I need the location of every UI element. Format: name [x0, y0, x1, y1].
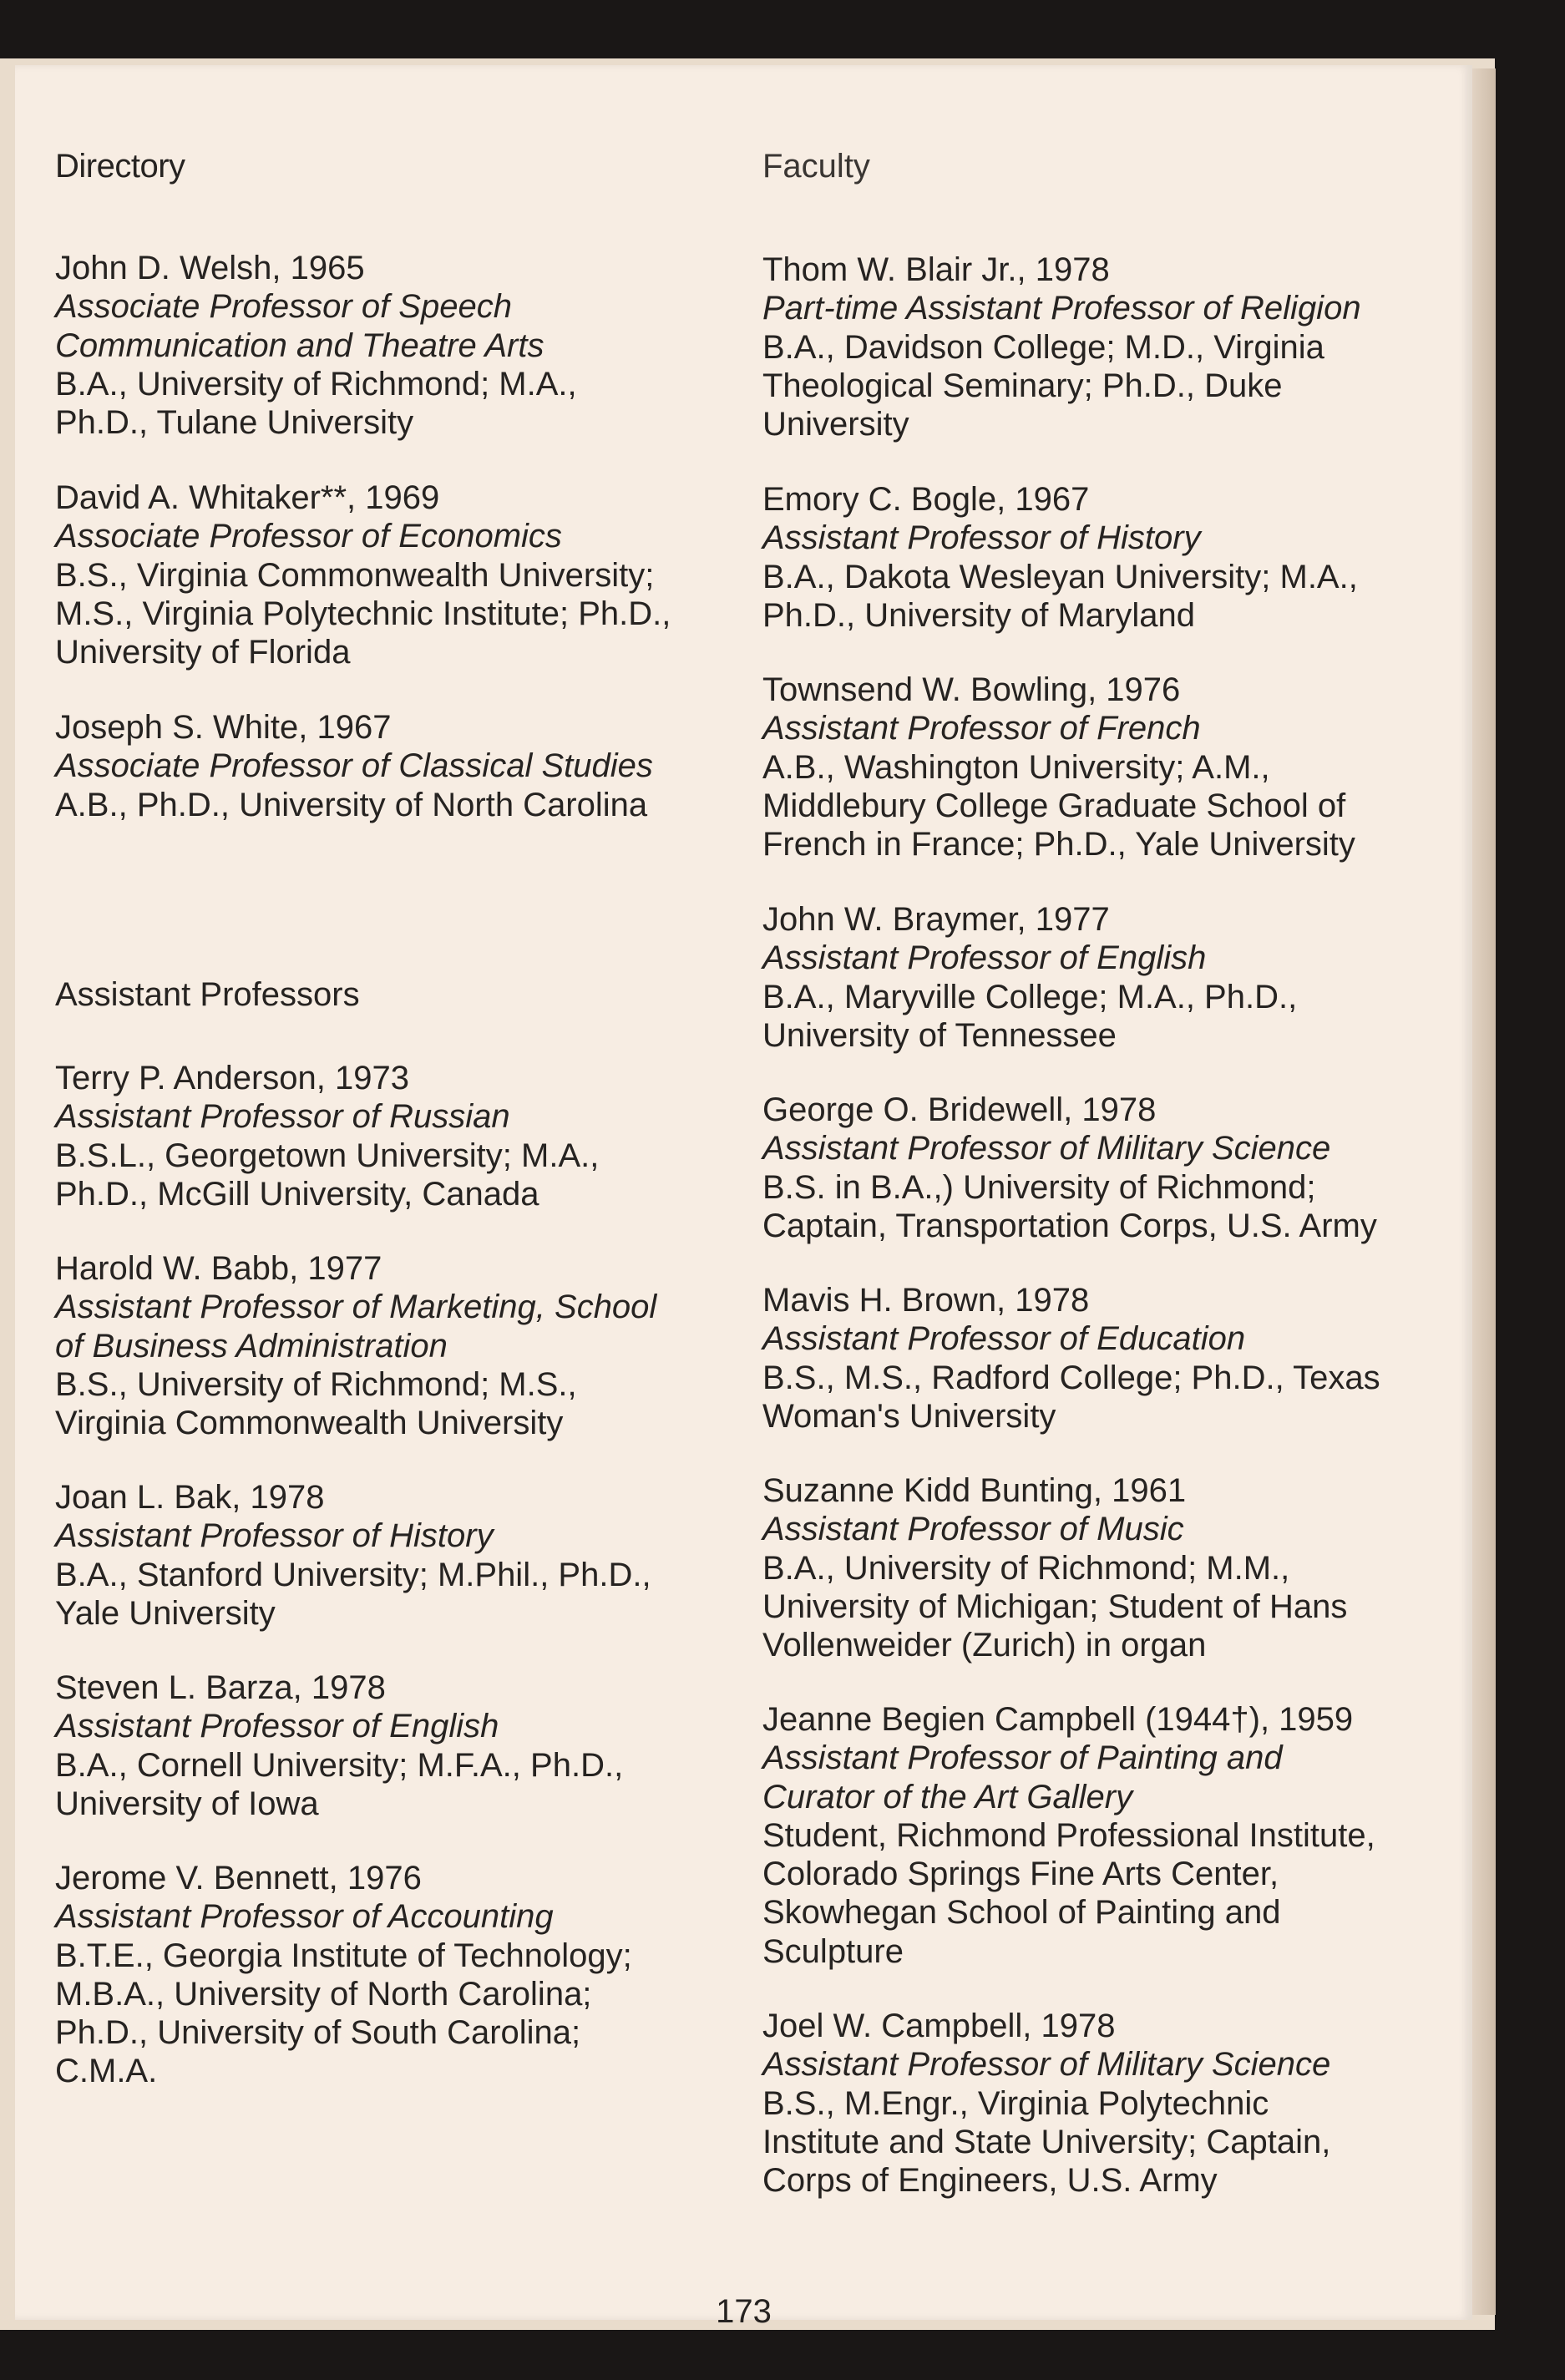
faculty-title: Assistant Professor of History — [55, 1517, 494, 1555]
faculty-name: Joel W. Campbell, 1978 — [762, 2008, 1116, 2044]
faculty-degrees: B.A., Dakota Wesleyan University; M.A., — [762, 558, 1358, 595]
faculty-degrees: Woman's University — [762, 1397, 1056, 1435]
faculty-entry — [762, 1091, 1377, 1245]
page-number: 173 — [716, 2293, 772, 2330]
faculty-degrees: Sculpture — [762, 1932, 904, 1970]
faculty-name: John W. Braymer, 1977 — [762, 901, 1110, 938]
faculty-degrees: B.S., University of Richmond; M.S., — [55, 1365, 577, 1403]
faculty-degrees: University of Michigan; Student of Hans — [762, 1588, 1348, 1625]
faculty-entry — [762, 1700, 1375, 1971]
running-header-left: Directory — [55, 148, 185, 185]
faculty-degrees: University of Iowa — [55, 1785, 319, 1822]
faculty-title: Assistant Professor of English — [55, 1708, 499, 1745]
faculty-degrees: Captain, Transportation Corps, U.S. Army — [762, 1207, 1377, 1244]
faculty-degrees: B.A., Davidson College; M.D., Virginia — [762, 328, 1324, 366]
faculty-name: John D. Welsh, 1965 — [55, 250, 365, 286]
faculty-title: Assistant Professor of Marketing, School — [55, 1289, 657, 1326]
faculty-entry — [762, 2007, 1330, 2200]
faculty-name: Townsend W. Bowling, 1976 — [762, 671, 1181, 708]
faculty-entry — [55, 1859, 632, 2091]
faculty-degrees: B.S., Virginia Commonwealth University; — [55, 556, 655, 594]
faculty-name: Steven L. Barza, 1978 — [55, 1669, 386, 1706]
faculty-degrees: B.T.E., Georgia Institute of Technology; — [55, 1937, 632, 1974]
faculty-degrees: B.S. in B.A.,) University of Richmond; — [762, 1168, 1316, 1206]
faculty-entry — [55, 1059, 599, 1213]
faculty-degrees: Ph.D., Tulane University — [55, 404, 414, 442]
faculty-degrees: B.A., University of Richmond; M.A., — [55, 365, 577, 403]
faculty-degrees: A.B., Washington University; A.M., — [762, 748, 1270, 786]
faculty-entry — [55, 1669, 623, 1823]
faculty-entry — [762, 1281, 1380, 1436]
faculty-entry — [55, 249, 577, 442]
page-stack-edge — [1472, 68, 1496, 2315]
faculty-entry — [762, 1471, 1347, 1664]
faculty-name: Terry P. Anderson, 1973 — [55, 1060, 409, 1096]
faculty-degrees: B.S., M.S., Radford College; Ph.D., Texas — [762, 1359, 1380, 1396]
faculty-degrees: B.S.L., Georgetown University; M.A., — [55, 1137, 600, 1174]
faculty-title: Assistant Professor of Russian — [55, 1098, 510, 1136]
faculty-degrees: Student, Richmond Professional Institute, — [762, 1816, 1375, 1854]
faculty-title: Part-time Assistant Professor of Religion — [762, 290, 1361, 327]
faculty-degrees: Ph.D., University of South Carolina; — [55, 2014, 581, 2052]
faculty-degrees: B.A., Maryville College; M.A., Ph.D., — [762, 978, 1298, 1015]
faculty-title: Curator of the Art Gallery — [762, 1778, 1133, 1815]
faculty-name: David A. Whitaker**, 1969 — [55, 479, 440, 516]
faculty-name: Thom W. Blair Jr., 1978 — [762, 251, 1110, 288]
faculty-degrees: Institute and State University; Captain, — [762, 2123, 1331, 2160]
faculty-name: George O. Bridewell, 1978 — [762, 1091, 1157, 1128]
faculty-degrees: B.A., Stanford University; M.Phil., Ph.D., — [55, 1556, 651, 1593]
faculty-entry — [55, 1249, 656, 1442]
faculty-title: Assistant Professor of Painting and — [762, 1739, 1283, 1777]
faculty-degrees: A.B., Ph.D., University of North Carolina — [55, 786, 648, 823]
faculty-title: Assistant Professor of English — [762, 939, 1207, 977]
faculty-title: Communication and Theatre Arts — [55, 327, 544, 364]
faculty-degrees: Ph.D., McGill University, Canada — [55, 1175, 539, 1213]
faculty-degrees: M.S., Virginia Polytechnic Institute; Ph.D., — [55, 595, 671, 632]
faculty-degrees: Corps of Engineers, U.S. Army — [762, 2162, 1218, 2200]
faculty-name: Jeanne Begien Campbell (1944†), 1959 — [762, 1701, 1354, 1738]
faculty-degrees: Vollenweider (Zurich) in organ — [762, 1627, 1207, 1664]
faculty-degrees: Skowhegan School of Painting and — [762, 1894, 1281, 1932]
faculty-entry — [762, 671, 1355, 863]
faculty-title: Associate Professor of Speech — [55, 288, 512, 326]
document-page — [15, 65, 1472, 2330]
faculty-degrees: University of Florida — [55, 634, 351, 671]
faculty-title: Associate Professor of Economics — [55, 518, 562, 555]
faculty-title: Assistant Professor of Music — [762, 1511, 1184, 1548]
faculty-entry — [762, 900, 1297, 1055]
faculty-degrees: Theological Seminary; Ph.D., Duke — [762, 367, 1283, 404]
faculty-degrees: B.A., University of Richmond; M.M., — [762, 1549, 1290, 1587]
faculty-title: Assistant Professor of Accounting — [55, 1898, 554, 1936]
faculty-name: Joan L. Bak, 1978 — [55, 1479, 325, 1516]
faculty-title: Associate Professor of Classical Studies — [55, 747, 653, 785]
faculty-degrees: M.B.A., University of North Carolina; — [55, 1975, 592, 2013]
faculty-degrees: B.A., Cornell University; M.F.A., Ph.D., — [55, 1746, 624, 1784]
faculty-entry — [55, 1478, 651, 1633]
faculty-title: Assistant Professor of Military Science — [762, 1130, 1331, 1167]
faculty-name: Emory C. Bogle, 1967 — [762, 481, 1090, 518]
faculty-title: Assistant Professor of History — [762, 519, 1201, 557]
faculty-degrees: Colorado Springs Fine Arts Center, — [762, 1856, 1279, 1893]
faculty-degrees: Ph.D., University of Maryland — [762, 596, 1195, 634]
faculty-degrees: University — [762, 406, 909, 443]
faculty-name: Harold W. Babb, 1977 — [55, 1250, 382, 1287]
faculty-title: Assistant Professor of Military Science — [762, 2046, 1331, 2084]
faculty-degrees: B.S., M.Engr., Virginia Polytechnic — [762, 2084, 1269, 2122]
faculty-title: of Business Administration — [55, 1327, 448, 1365]
faculty-name: Suzanne Kidd Bunting, 1961 — [762, 1472, 1187, 1509]
faculty-degrees: University of Tennessee — [762, 1016, 1117, 1054]
faculty-entry — [55, 708, 653, 824]
running-header-right: Faculty — [762, 148, 870, 185]
faculty-title: Assistant Professor of French — [762, 710, 1201, 747]
faculty-degrees: French in France; Ph.D., Yale University — [762, 826, 1355, 863]
faculty-name: Jerome V. Bennett, 1976 — [55, 1860, 422, 1896]
faculty-degrees: Yale University — [55, 1594, 276, 1632]
faculty-degrees: Middlebury College Graduate School of — [762, 787, 1346, 824]
faculty-entry — [762, 251, 1361, 443]
faculty-degrees: Virginia Commonwealth University — [55, 1405, 564, 1442]
faculty-degrees: C.M.A. — [55, 2053, 158, 2090]
faculty-name: Mavis H. Brown, 1978 — [762, 1282, 1090, 1319]
faculty-entry — [762, 480, 1358, 635]
faculty-name: Joseph S. White, 1967 — [55, 709, 392, 746]
faculty-entry — [55, 479, 671, 671]
section-heading: Assistant Professors — [55, 976, 360, 1013]
faculty-title: Assistant Professor of Education — [762, 1320, 1246, 1358]
